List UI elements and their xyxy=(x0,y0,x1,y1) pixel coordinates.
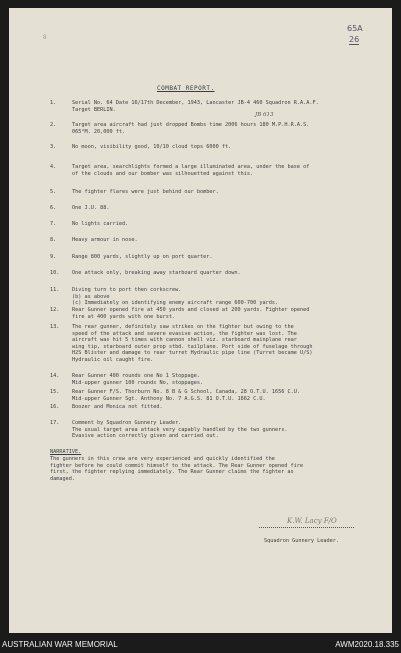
item-text: Diving turn to port then corkscrew. (b) as above (c) Immediately on identifying enemy aircraft range 600-700 yards. xyxy=(72,287,279,307)
item-number: 10. xyxy=(50,270,60,276)
item-text: Serial No. 64 Date 16/17th December, 1943, Lancaster JB-4 460 Squadron R.A.A.F. Target BERLIN. xyxy=(72,100,319,113)
item-number: 9. xyxy=(50,254,57,260)
item-text: Target area, searchlights formed a large illuminated area, under the base of of the clouds and our bomber was silhouetted against this. xyxy=(72,164,310,177)
report-title: COMBAT REPORT. xyxy=(157,85,215,92)
item-number: 11. xyxy=(50,287,60,293)
footer-accession-number: AWM2020.18.335 xyxy=(335,640,399,649)
signature-line xyxy=(259,527,354,528)
handwritten-signature: K.W. Lacy F/O xyxy=(287,517,337,525)
item-number: 7. xyxy=(50,221,57,227)
archive-stamp-sub: 26 xyxy=(349,35,360,44)
item-number: 15. xyxy=(50,389,60,395)
item-text: The rear gunner, definitely saw strikes on the fighter but owing to the speed of the attack and severe evasive action, the fighter was lost. The aircraft was hit 5 times with cannon shell viz. starboard mainplane rear wing tip, starboard outer prop stbd. tailplane. Port side of fuselage through H2S Blister and damage to rear turret Hydraulic pipe line (Turret became U/S) Hydraulic oil caught fire. xyxy=(72,324,313,363)
item-text: Rear Gunner F/S. Thorburn No. 8 B & G School, Canada, 28 O.T.U. 1656 C.U. Mid-upper Gunner Sgt. Anthony No. 7 A.G.S. 81 O.T.U. 1662 C.U. xyxy=(72,389,300,402)
corner-mark: 8 xyxy=(43,34,47,41)
archive-stamp-id: 65A xyxy=(347,24,363,33)
item-text: Boozer and Monica not fitted. xyxy=(72,404,163,410)
item-text: Target area aircraft had just dropped Bombs time 2006 hours 180 M.P.H.R.A.S. 065°M. 20,000 ft. xyxy=(72,122,310,135)
item-number: 14. xyxy=(50,373,60,379)
item-text: Range 800 yards, slightly up on port quarter. xyxy=(72,254,213,260)
narrative-text: The gunners in this crew are very experienced and quickly identified the fighter before he could commit himself to the attack. The Rear Gunner opened fire first, the fighter replying immediately. The Rear Gunner claims the fighter as damaged. xyxy=(50,456,303,482)
signature-title: Squadron Gunnery Leader. xyxy=(264,538,339,544)
item-number: 16. xyxy=(50,404,60,410)
document-page xyxy=(9,8,392,633)
item-text: No moon, visibility good, 10/10 cloud tops 6000 ft. xyxy=(72,144,232,150)
combat-report xyxy=(9,8,392,633)
item-text: Heavy armour in nose. xyxy=(72,237,138,243)
footer-institution: AUSTRALIAN WAR MEMORIAL xyxy=(2,640,118,649)
item-number: 12. xyxy=(50,307,60,313)
item-number: 8. xyxy=(50,237,57,243)
item-number: 1. xyxy=(50,100,57,106)
item-number: 2. xyxy=(50,122,57,128)
item-number: 4. xyxy=(50,164,57,170)
item-text: One J.U. 88. xyxy=(72,205,110,211)
item-text: No lights carried. xyxy=(72,221,129,227)
narrative-heading: NARRATIVE. xyxy=(50,449,82,455)
item-text: Rear Gunner opened fire at 450 yards and closed at 200 yards. Fighter opened fire at 400 yards with one burst. xyxy=(72,307,310,320)
item-text: The fighter flares were just behind our bomber. xyxy=(72,189,219,195)
item-number: 3. xyxy=(50,144,57,150)
item-text: Comment by Squadron Gunnery Leader. The usual target area attack very capably handled by the two gunners. Evasive action correctly given and carried out. xyxy=(72,420,288,440)
archive-footer xyxy=(0,637,401,653)
item-number: 5. xyxy=(50,189,57,195)
item-number: 13. xyxy=(50,324,60,330)
item-number: 6. xyxy=(50,205,57,211)
item-number: 17. xyxy=(50,420,60,426)
item-text: One attack only, breaking away starboard quarter down. xyxy=(72,270,241,276)
handwritten-note: JB 613 xyxy=(255,112,274,118)
item-text: Rear Gunner 400 rounds one No 1 Stoppage. Mid-upper gunner 100 rounds No, stoppages. xyxy=(72,373,204,386)
